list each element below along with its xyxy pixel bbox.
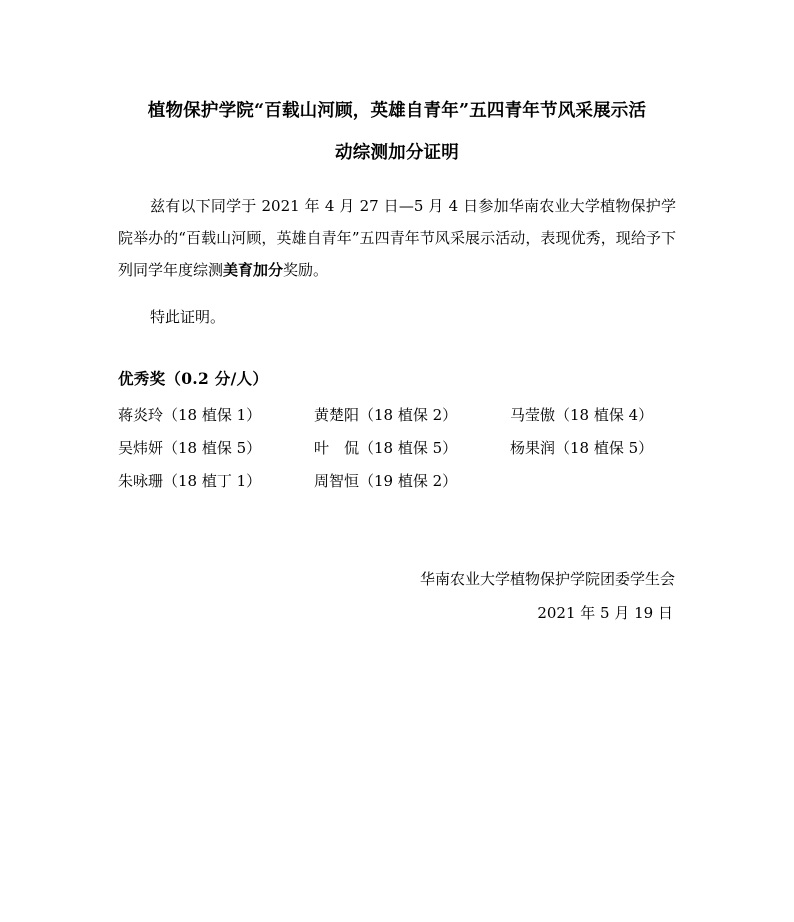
awardee-name: 马莹傲（18 植保 4） xyxy=(510,406,654,424)
awardee-name: 杨果润（18 植保 5） xyxy=(510,439,654,457)
award-category-heading: 优秀奖（0.2 分/人） xyxy=(118,369,269,388)
awardee-row xyxy=(118,399,676,432)
awardee-name: 吴炜妍（18 植保 5） xyxy=(118,439,262,457)
awardee-name: 黄楚阳（18 植保 2） xyxy=(314,406,458,424)
awardee-name: 叶 侃（18 植保 5） xyxy=(314,439,458,457)
paragraph-1-text-before-emphasis: 兹有以下同学于 2021 年 4 月 27 日—5 月 4 日参加华南农业大学植物保护学院举办的“百载山河顾，英雄自青年”五四青年节风采展示活动，表现优秀，现给予下列同学年度综测 xyxy=(118,197,676,279)
signature-date: 2021 年 5 月 19 日 xyxy=(537,604,673,622)
body-paragraph-2: 特此证明。 xyxy=(150,308,226,326)
signature-organization: 华南农业大学植物保护学院团委学生会 xyxy=(419,570,675,588)
paragraph-1-emphasis: 美育加分 xyxy=(223,261,284,279)
awardee-name xyxy=(510,465,706,498)
awardee-row xyxy=(118,465,676,498)
page-title-line-1: 植物保护学院“百载山河顾，英雄自青年”五四青年节风采展示活 xyxy=(147,101,647,121)
page-title-line-2: 动综测加分证明 xyxy=(335,143,459,163)
awardee-row xyxy=(118,432,676,465)
awardee-name: 朱咏珊（18 植丁 1） xyxy=(118,472,262,490)
page-title xyxy=(118,90,676,174)
awardee-name-grid xyxy=(118,399,676,498)
awardee-name: 蒋炎玲（18 植保 1） xyxy=(118,406,262,424)
paragraph-1-text-after-emphasis: 奖励。 xyxy=(283,261,329,279)
body-paragraph-1 xyxy=(118,190,676,286)
awardee-name: 周智恒（19 植保 2） xyxy=(314,472,458,490)
